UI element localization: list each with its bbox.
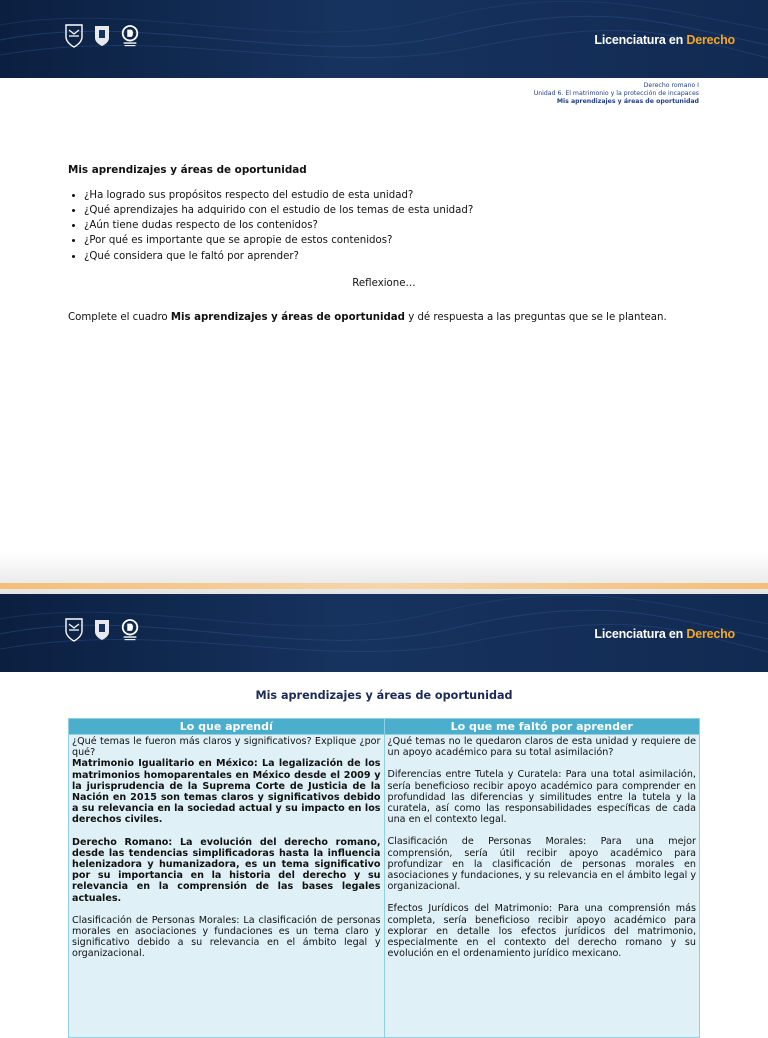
program-title: Licenciatura en Derecho xyxy=(594,33,735,47)
missing-paragraph: Clasificación de Personas Morales: Para una mejor comprensión, sería útil recibir apoyo académico para profundizar en la clasificación de personas morales en asociaciones y fundaciones, y su relevancia en el ámbito legal y organizacional. xyxy=(387,836,696,893)
suayed-logo-icon xyxy=(120,616,140,644)
question-list xyxy=(68,188,700,264)
learned-paragraph: Clasificación de Personas Morales: La clasificación de personas morales en asociaciones y fundaciones es un tema claro y significativo debido a su relevancia en el ámbito legal y organizacional. xyxy=(72,914,381,960)
header-banner xyxy=(0,0,768,78)
breadcrumb-section: Mis aprendizajes y áreas de oportunidad xyxy=(556,97,699,105)
table-header-row xyxy=(69,719,700,735)
intro-section xyxy=(68,163,700,326)
learned-paragraph: Matrimonio Igualitario en México: La legalización de los matrimonios homoparentales en México desde el 2009 y la jurisprudencia de la Suprema Corte de Justicia de la Nación en 2015 son temas claros y significativos debido a su relevancia en la sociedad actual y su impacto en los derechos civiles. xyxy=(72,758,381,826)
learned-paragraph: Derecho Romano: La evolución del derecho romano, desde las tendencias simplificadoras hasta la influencia helenizadora y humanizadora, es un tema significativo por su importancia en la historia del derecho y su relevancia en la comprensión de las bases legales actuales. xyxy=(72,836,381,904)
missing-question: ¿Qué temas no le quedaron claros de esta unidad y requiere de un apoyo académico para su total asimilación? xyxy=(387,736,696,759)
question-item: • ¿Aún tiene dudas respecto de los contenidos? xyxy=(84,218,700,233)
learned-question: ¿Qué temas le fueron más claros y significativos? Explique ¿por qué? xyxy=(72,736,381,759)
question-item: • ¿Qué considera que le faltó por aprender? xyxy=(84,249,700,264)
learning-table xyxy=(68,718,700,1038)
breadcrumb xyxy=(534,82,699,105)
question-item: • ¿Por qué es importante que se apropie de estos contenidos? xyxy=(84,233,700,248)
suayed-logo-icon xyxy=(120,22,140,50)
reflect-text: Reflexione… xyxy=(352,277,416,289)
missing-paragraph: Diferencias entre Tutela y Curatela: Para una total asimilación, sería beneficioso recibir apoyo académico para comprender en profundidad las diferencias y similitudes entre la tutela y la curatela, así como las responsabilidades específicas de cada una en el contexto legal. xyxy=(387,769,696,826)
unam-shield-icon xyxy=(64,22,84,50)
missing-cell xyxy=(384,735,700,1038)
unam-shield-icon xyxy=(64,616,84,644)
breadcrumb-unit: Unidad 6. El matrimonio y la protección de incapaces xyxy=(533,89,699,97)
program-title: Licenciatura en Derecho xyxy=(594,627,735,641)
missing-paragraph: Efectos Jurídicos del Matrimonio: Para una comprensión más completa, sería beneficioso recibir apoyo académico para explorar en detalle los efectos jurídicos del matrimonio, especialmente en el contexto del derecho romano y su evolución en el ordenamiento jurídico mexicano. xyxy=(387,903,696,960)
table-row xyxy=(69,735,700,1038)
question-item: • ¿Qué aprendizajes ha adquirido con el estudio de los temas de esta unidad? xyxy=(84,203,700,218)
page-separator xyxy=(0,552,768,594)
column-header-missing: Lo que me faltó por aprender xyxy=(384,719,700,735)
instruction-text: Complete el cuadro Mis aprendizajes y áreas de oportunidad y dé respuesta a las preguntas que se le plantean. xyxy=(68,312,667,324)
question-item: • ¿Ha logrado sus propósitos respecto del estudio de esta unidad? xyxy=(84,188,700,203)
header-banner-page2 xyxy=(0,594,768,672)
faculty-shield-icon xyxy=(92,22,112,50)
faculty-shield-icon xyxy=(92,616,112,644)
breadcrumb-course: Derecho romano I xyxy=(643,82,699,89)
column-header-learned: Lo que aprendí xyxy=(69,719,385,735)
learned-cell xyxy=(69,735,385,1038)
intro-title: Mis aprendizajes y áreas de oportunidad xyxy=(68,164,307,176)
table-title: Mis aprendizajes y áreas de oportunidad xyxy=(255,689,513,702)
